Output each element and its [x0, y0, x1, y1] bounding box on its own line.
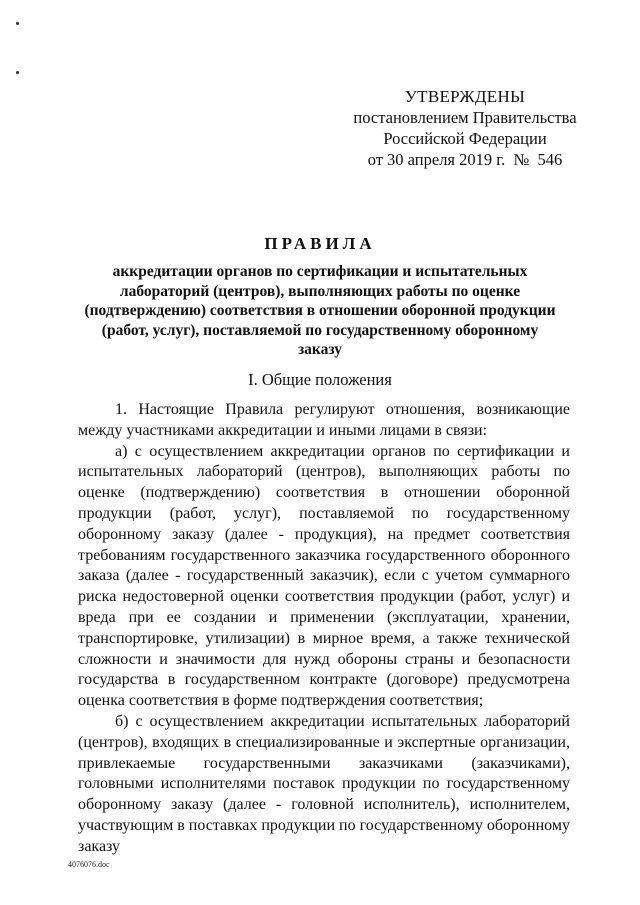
paragraph: 1. Настоящие Правила регулируют отношения, возникающие между участниками аккредитации и иными лицами в связи: — [78, 401, 570, 439]
scan-mark — [16, 22, 19, 25]
document-title: ПРАВИЛА — [264, 234, 376, 253]
section-heading: I. Общие положения — [248, 370, 392, 389]
document-body — [78, 400, 570, 858]
approval-line: постановлением Правительства — [353, 108, 577, 127]
scan-mark — [16, 71, 19, 74]
approval-heading: УТВЕРЖДЕНЫ — [404, 87, 526, 106]
approval-block — [350, 86, 580, 170]
document-subtitle: аккредитации органов по сертификации и испытательных лабораторий (центров), выполняющих работы по оценке (подтверждению) соответствия в отношении оборонной продукции (работ, услуг), поставляемой по государственному оборонному заказу — [84, 263, 556, 358]
file-name: 4076076.doc — [68, 860, 110, 869]
paragraph: а) с осуществлением аккредитации органов по сертификации и испытательных лабораторий (центров), выполняющих работы по оценке (подтверждению) соответствия в отношении оборонной продукции (работ, услуг), поставляемой по государственному оборонному заказу (далее - продукция), на предмет соответствия требованиям государственного заказчика государственного оборонного заказа (далее - государственный заказчик), если с учетом суммарного риска недостоверной оценки соответствия продукции (работ, услуг) и вреда при ее создании и применении (эксплуатации, хранении, транспортировке, утилизации) в мирное время, а также технической сложности и значимости для нужд обороны страны и безопасности государства в государственном контракте (договоре) предусмотрена оценка соответствия в форме подтверждения соответствия; — [78, 442, 570, 710]
approval-line: Российской Федерации — [383, 129, 547, 148]
paragraph: б) с осуществлением аккредитации испытательных лабораторий (центров), входящих в специализированные и экспертные организации, привлекаемые государственными заказчиками (заказчиками), головными исполнителями поставок продукции по государственному оборонному заказу (далее - головной исполнитель), исполнителем, участвующим в поставках продукции по государственному оборонному заказу — [78, 712, 570, 855]
approval-date: от 30 апреля 2019 г. № 546 — [367, 150, 563, 169]
